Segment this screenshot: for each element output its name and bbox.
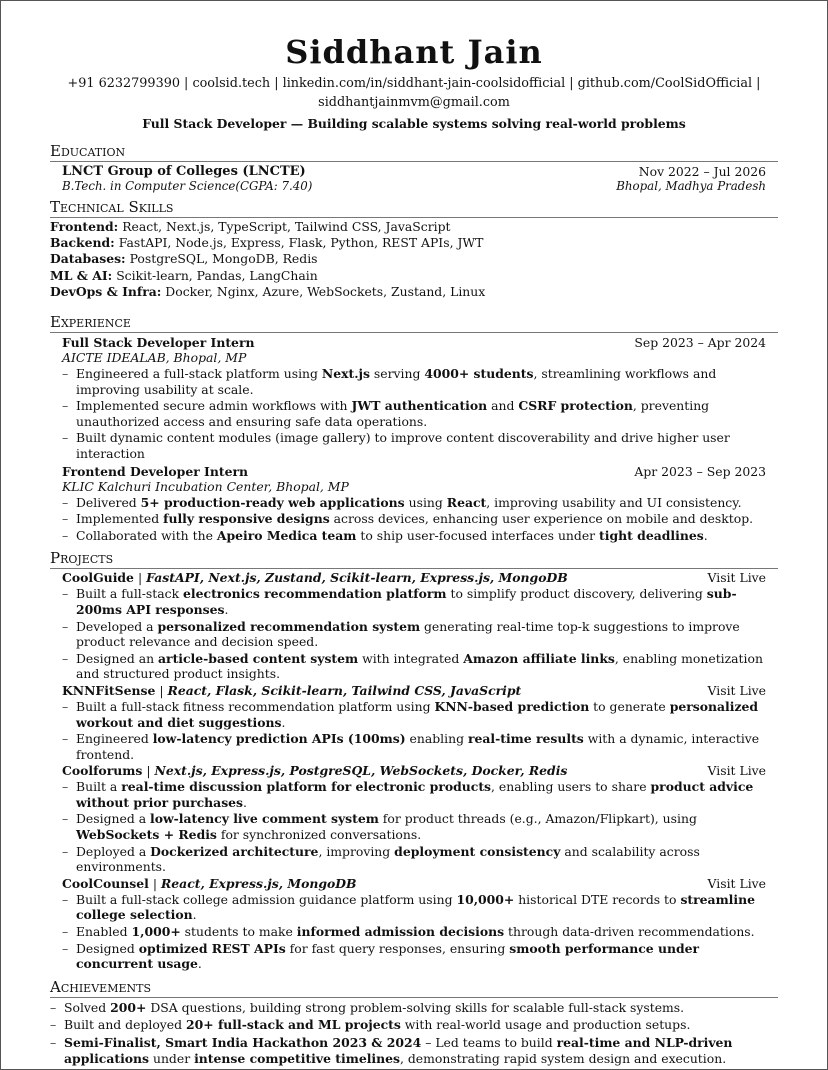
bold-text: optimized REST APIs [138,940,286,956]
bullet-item [62,844,778,875]
bullet-item [62,811,778,842]
project-tech-stack: React, Flask, Scikit-learn, Tailwind CSS, JavaScript [167,682,522,698]
bullet-item [62,619,778,650]
school-name: LNCT Group of Colleges (LNCTE) [62,164,306,179]
bold-text: real-time and NLP-driven applications [64,1035,733,1066]
job-role: Full Stack Developer Intern [62,335,255,351]
skill-line [50,268,778,284]
education-dates: Nov 2022 – Jul 2026 [638,164,766,179]
text-run: . [197,956,202,972]
text-run: . [281,714,286,730]
visit-live-link[interactable]: Visit Live [707,875,766,891]
text-run: Enabled [76,924,132,940]
bullet-item [62,731,778,762]
project-separator: | [152,875,157,891]
bold-text: 5+ production-ready web applications [140,494,405,510]
visit-live-link[interactable]: Visit Live [707,763,766,779]
text-run: Engineered [76,731,153,747]
text-run: for product threads (e.g., Amazon/Flipkart), using [378,811,697,827]
bold-text: 4000+ students [424,366,534,382]
bold-text: tight deadlines [599,527,704,543]
bold-text: CSRF protection [518,398,633,414]
project-title-group [62,683,521,698]
text-run: to ship user-focused interfaces under [356,527,600,543]
text-run: Designed an [76,650,159,666]
bold-text: Semi-Finalist, Smart India Hackathon 2023 & 2024 [64,1035,422,1051]
text-run: with integrated [358,650,464,666]
bullet-item [62,941,778,972]
achievement-item [50,1000,778,1016]
text-run: , enabling monetization and structured product insights. [76,650,763,682]
resume-name: Siddhant Jain [285,33,543,71]
text-run: through data-driven recommendations. [504,924,755,940]
degree: B.Tech. in Computer Science(CGPA: 7.40) [62,179,313,193]
text-run: students to make [180,924,297,940]
bullet-item [62,528,778,544]
text-run: . [703,527,708,543]
job-entry [50,464,778,544]
bullet-item [62,779,778,810]
text-run: Engineered a full-stack platform using [76,366,322,382]
section-title-achievements: Achievements [50,979,778,998]
job-entry [50,335,778,462]
text-run: – Led teams to build [421,1035,557,1051]
skill-line [50,251,778,267]
bullet-item [62,511,778,527]
text-run: Built a full-stack fitness recommendation platform using [76,698,435,714]
bullet-item [62,924,778,940]
text-run: , improving usability and UI consistency. [486,494,742,510]
skill-label: Frontend: [50,219,119,234]
job-bullets [50,495,778,544]
section-title-experience: Experience [50,314,778,333]
skill-label: Backend: [50,235,115,251]
text-run: and scalability across environments. [76,843,700,875]
bold-text: informed admission decisions [296,924,505,940]
text-run: to generate [589,698,670,714]
bold-text: sub-200ms API responses [76,586,737,617]
skill-label: Databases: [50,251,126,267]
bullet-item [62,699,778,730]
text-run: generating real-time top-k suggestions to improve product relevance and decision speed. [76,618,740,650]
job-org: AICTE IDEALAB, Bhopal, MP [62,350,247,366]
bold-text: 200+ [110,999,147,1015]
bold-text: low-latency prediction APIs (100ms) [152,731,406,747]
bold-text: personalized workout and diet suggestions [76,698,759,730]
bold-text: product advice without prior purchases [76,779,754,810]
project-bullets [50,779,778,875]
visit-live-link[interactable]: Visit Live [707,570,766,586]
skill-line [50,284,778,300]
text-run: Solved [64,999,111,1015]
skill-value: Scikit-learn, Pandas, LangChain [116,267,318,283]
bold-text: intense competitive timelines [194,1050,400,1066]
text-run: , preventing unauthorized access and ensuring safe data operations. [76,398,710,429]
text-run: historical DTE records to [514,891,681,907]
text-run: using [404,494,447,510]
project-header [50,570,778,585]
skill-value: React, Next.js, TypeScript, Tailwind CSS, JavaScript [122,219,451,234]
text-run: Designed [76,940,139,956]
project-name: Coolforums [62,763,143,779]
education-row [50,164,778,179]
text-run: Built and deployed [64,1017,186,1033]
project-header [50,763,778,778]
bullet-item [62,586,778,617]
bullet-item [62,430,778,461]
project-separator: | [159,682,164,698]
bold-text: personalized recommendation system [157,618,421,634]
bullet-item [62,366,778,397]
job-header [50,335,778,350]
skill-value: PostgreSQL, MongoDB, Redis [129,251,318,267]
project-tech-stack: Next.js, Express.js, PostgreSQL, WebSockets, Docker, Redis [154,763,568,779]
project-title-group [62,876,357,891]
bullet-item [62,495,778,511]
bold-text: Amazon affiliate links [463,650,615,666]
skill-line [50,235,778,251]
bold-text: Dockerized architecture [150,843,319,859]
text-run: , demonstrating rapid system design and execution. [400,1050,727,1066]
bold-text: 10,000+ [456,891,515,907]
achievement-item [50,1035,778,1066]
bold-text: fully responsive designs [163,511,330,527]
project-name: CoolCounsel [62,875,149,891]
text-run: with a dynamic, interactive frontend. [76,731,760,762]
bold-text: 20+ full-stack and ML projects [186,1017,401,1033]
bold-text: Next.js [321,366,370,382]
text-run: for synchronized conversations. [216,827,422,843]
job-dates: Apr 2023 – Sep 2023 [634,463,766,479]
text-run: under [149,1050,195,1066]
bold-text: 1,000+ [131,924,181,940]
visit-live-link[interactable]: Visit Live [707,682,766,698]
skill-line [50,219,778,235]
text-run: Built a [76,779,122,795]
bold-text: WebSockets + Redis [76,827,217,843]
bold-text: Apeiro Medica team [216,527,357,543]
bold-text: streamline college selection [76,891,755,923]
text-run: serving [369,366,425,382]
resume-page [50,28,778,1068]
project-separator: | [137,570,143,586]
skill-value: Docker, Nginx, Azure, WebSockets, Zustand, Linux [165,283,486,299]
project-name: CoolGuide [62,570,134,586]
skill-value: FastAPI, Node.js, Express, Flask, Python, REST APIs, JWT [118,235,484,251]
job-bullets [50,366,778,462]
achievement-item [50,1017,778,1033]
bullet-item [62,398,778,429]
text-run: , enabling users to share [491,779,651,795]
bullet-item [62,892,778,923]
tagline: Full Stack Developer — Building scalable systems solving real-world problems [142,116,686,131]
text-run: Implemented secure admin workflows with [76,398,352,414]
skill-label: DevOps & Infra: [50,283,162,299]
text-run: Designed a [76,811,151,827]
education-detail-row [50,179,778,194]
text-run: , improving [318,843,395,859]
bold-text: JWT authentication [351,398,488,414]
project-entry [50,570,778,682]
text-run: enabling [405,731,468,747]
text-run: and [487,398,519,414]
education-location: Bhopal, Madhya Pradesh [616,179,766,193]
text-run: for fast query responses, ensuring [285,940,510,956]
project-title-group [62,570,568,585]
skill-label: ML & AI: [50,267,113,283]
bold-text: low-latency live comment system [150,811,379,827]
text-run: Deployed a [76,843,151,859]
project-header [50,683,778,698]
contact-line[interactable]: +91 6232799390 | coolsid.tech | linkedin.com/in/siddhant-jain-coolsidofficial | github.com/CoolSidOfficial | siddhantjainmvm@gmail.com [67,76,761,110]
text-run: . [243,794,247,810]
text-run: , streamlining workflows and improving usability at scale. [76,366,717,397]
project-bullets [50,699,778,762]
text-run: Implemented [76,511,164,527]
project-tech-stack: React, Express.js, MongoDB [161,875,357,891]
skills-list [50,219,778,300]
project-tech-stack: FastAPI, Next.js, Zustand, Scikit-learn, Express.js, MongoDB [146,570,568,586]
text-run: Delivered [76,494,141,510]
text-run: across devices, enhancing user experience on mobile and desktop. [329,511,754,527]
text-run: . [224,601,229,617]
job-org: KLIC Kalchuri Incubation Center, Bhopal, MP [62,478,349,494]
job-dates: Sep 2023 – Apr 2024 [634,335,766,351]
bullet-item [62,651,778,682]
project-entry [50,683,778,762]
project-separator: | [146,763,151,779]
text-run: Built a full-stack college admission guidance platform using [76,891,457,907]
text-run: Developed a [76,618,158,634]
project-bullets [50,892,778,972]
section-title-projects: Projects [50,550,778,569]
project-entry [50,763,778,875]
job-header [50,464,778,479]
bold-text: electronics recommendation platform [183,586,447,602]
project-entry [50,876,778,972]
bold-text: deployment consistency [394,843,561,859]
project-name: KNNFitSense [62,682,156,698]
project-title-group [62,763,567,778]
project-bullets [50,586,778,682]
text-run: . [192,907,197,923]
bold-text: React [446,494,487,510]
bold-text: real-time discussion platform for electronic products [121,779,492,795]
text-run: Built dynamic content modules (image gallery) to improve content discoverability and drive higher user interaction [76,430,730,461]
text-run: DSA questions, building strong problem-solving skills for scalable full-stack systems. [146,999,685,1015]
text-run: to simplify product discovery, delivering [446,586,707,602]
job-role: Frontend Developer Intern [62,463,248,479]
projects-list [50,570,778,971]
text-run: with real-world usage and production setups. [400,1017,691,1033]
section-title-education: Education [50,143,778,162]
bold-text: real-time results [467,731,584,747]
bold-text: smooth performance under concurrent usage [76,940,700,972]
experience-list [50,335,778,543]
project-header [50,876,778,891]
text-run: Collaborated with the [76,527,217,543]
bold-text: KNN-based prediction [434,698,590,714]
achievements-list [50,1000,778,1066]
bold-text: article-based content system [158,650,359,666]
section-title-skills: Technical Skills [50,199,778,218]
text-run: Built a full-stack [76,586,184,602]
